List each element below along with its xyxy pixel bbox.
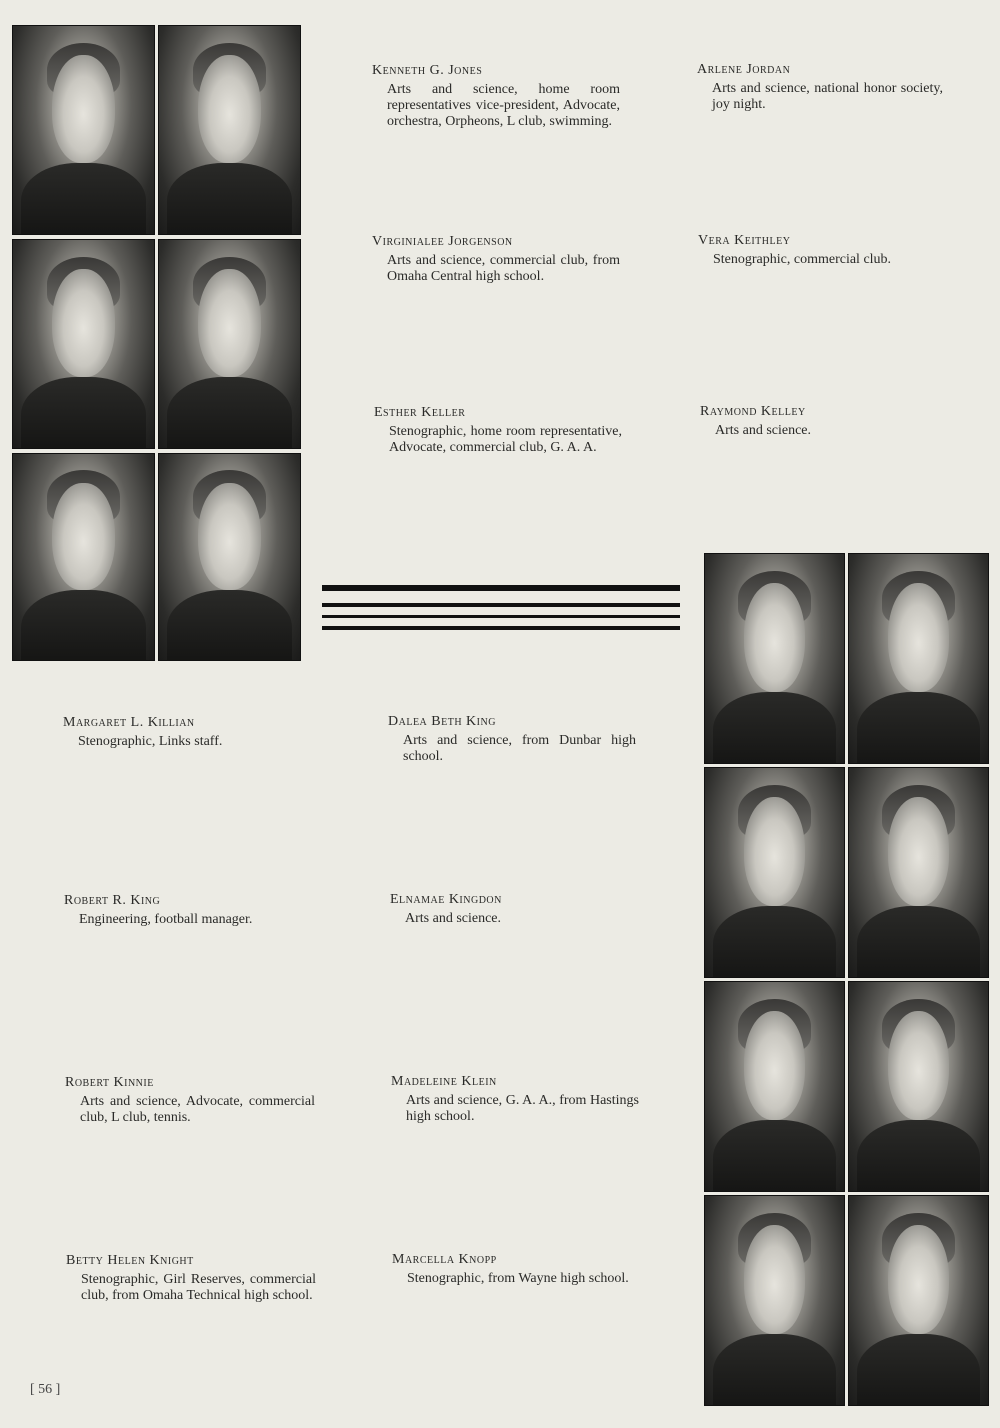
student-activities: Arts and science, Advocate, commercial club, L club, tennis.: [80, 1094, 315, 1125]
student-activities: Stenographic, commercial club.: [713, 252, 892, 267]
portrait-photo: [12, 453, 155, 661]
student-name: Robert R. King: [64, 893, 161, 908]
student-activities: Engineering, football manager.: [79, 912, 253, 927]
portrait-photo: [704, 981, 845, 1192]
student-activities: Stenographic, Girl Reserves, commercial club, from Omaha Technical high school.: [81, 1272, 316, 1303]
student-name: Margaret L. Killian: [63, 715, 195, 730]
portrait-photo: [158, 453, 301, 661]
student-name: Arlene Jordan: [697, 62, 791, 77]
student-name: Dalea Beth King: [388, 714, 496, 729]
student-entry: [698, 232, 944, 268]
student-name: Madeleine Klein: [391, 1074, 497, 1089]
student-entry: [392, 1251, 640, 1287]
portrait-photo: [12, 239, 155, 449]
student-activities: Arts and science, from Dunbar high school.: [403, 733, 636, 764]
portrait-photo: [848, 767, 989, 978]
portrait-photo: [704, 553, 845, 764]
student-activities: Arts and science, commercial club, from Omaha Central high school.: [387, 253, 620, 284]
student-entry: [697, 61, 943, 113]
student-entry: [390, 891, 638, 927]
student-name: Marcella Knopp: [392, 1252, 497, 1267]
portrait-photo: [158, 25, 301, 235]
student-entry: [66, 1252, 316, 1304]
student-activities: Stenographic, Links staff.: [78, 734, 223, 749]
student-entry: [64, 892, 314, 928]
student-entry: [700, 403, 946, 439]
student-name: Kenneth G. Jones: [372, 63, 483, 78]
student-entry: [65, 1074, 315, 1126]
portrait-photo: [848, 981, 989, 1192]
decorative-rule: [322, 615, 680, 618]
student-entry: [374, 404, 622, 456]
student-name: Virginialee Jorgenson: [372, 234, 513, 249]
student-entry: [388, 713, 636, 765]
decorative-rule: [322, 585, 680, 591]
student-name: Raymond Kelley: [700, 404, 806, 419]
portrait-photo: [704, 1195, 845, 1406]
student-activities: Arts and science, national honor society, joy night.: [712, 81, 943, 112]
student-activities: Arts and science, G. A. A., from Hastings high school.: [406, 1093, 639, 1124]
portrait-photo: [12, 25, 155, 235]
student-activities: Stenographic, from Wayne high school.: [407, 1271, 629, 1286]
student-entry: [63, 714, 313, 750]
student-activities: Stenographic, home room representative, Advocate, commercial club, G. A. A.: [389, 424, 622, 455]
student-entry: [372, 233, 620, 285]
portrait-photo: [848, 1195, 989, 1406]
student-name: Vera Keithley: [698, 233, 791, 248]
student-name: Betty Helen Knight: [66, 1253, 194, 1268]
decorative-rule: [322, 603, 680, 607]
portrait-photo: [704, 767, 845, 978]
student-name: Esther Keller: [374, 405, 466, 420]
student-name: Elnamae Kingdon: [390, 892, 502, 907]
student-entry: [372, 62, 620, 130]
portrait-photo: [158, 239, 301, 449]
student-activities: Arts and science.: [715, 423, 812, 438]
student-name: Robert Kinnie: [65, 1075, 154, 1090]
student-activities: Arts and science, home room representatives vice-president, Advocate, orchestra, Orpheons, L club, swimming.: [387, 82, 620, 129]
page-number: [ 56 ]: [30, 1382, 61, 1397]
student-entry: [391, 1073, 639, 1125]
student-activities: Arts and science.: [405, 911, 502, 926]
portrait-photo: [848, 553, 989, 764]
decorative-rule: [322, 626, 680, 630]
